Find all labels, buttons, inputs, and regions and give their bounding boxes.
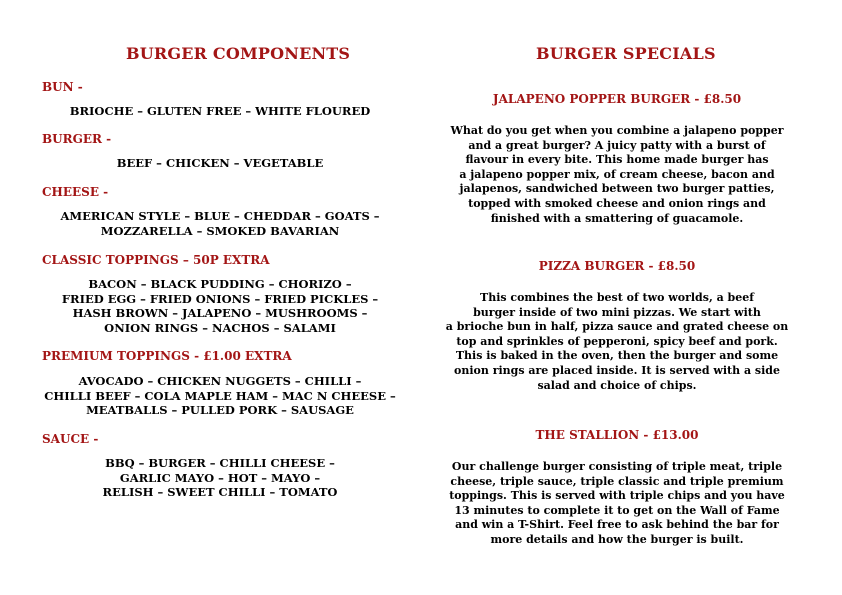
section-line: FRIED EGG – FRIED ONIONS – FRIED PICKLES – bbox=[61, 291, 379, 306]
description-line: toppings. This is served with triple chips and you have bbox=[449, 489, 785, 503]
section-line: BEEF – CHICKEN – VEGETABLE bbox=[116, 156, 324, 170]
description-line: salad and choice of chips. bbox=[537, 378, 697, 392]
section-heading-bun: BUN - bbox=[42, 80, 83, 94]
section-line: CHILLI BEEF – COLA MAPLE HAM – MAC N CHEESE – bbox=[44, 388, 396, 403]
section-body-burger bbox=[10, 156, 430, 171]
section-body-classic-toppings bbox=[10, 277, 430, 335]
description-line: burger inside of two mini pizzas. We start with bbox=[473, 305, 761, 319]
section-line: GARLIC MAYO – HOT – MAYO – bbox=[119, 470, 321, 485]
description-line: This combines the best of two worlds, a beef bbox=[480, 291, 754, 304]
components-title: BURGER COMPONENTS bbox=[126, 44, 351, 63]
description-line: more details and how the burger is built. bbox=[490, 532, 744, 546]
special-heading-the-stallion: THE STALLION - £13.00 bbox=[535, 428, 699, 442]
special-heading-jalapeno-popper: JALAPENO POPPER BURGER - £8.50 bbox=[492, 92, 742, 106]
section-line: MOZZARELLA – SMOKED BAVARIAN bbox=[100, 223, 340, 238]
description-line: This is baked in the oven, then the burger and some bbox=[455, 349, 779, 363]
specials-title: BURGER SPECIALS bbox=[536, 44, 716, 63]
special-description-jalapeno-popper bbox=[420, 124, 814, 226]
section-heading-classic-toppings: CLASSIC TOPPINGS – 50P EXTRA bbox=[42, 253, 270, 267]
description-line: topped with smoked cheese and onion rings and bbox=[468, 196, 766, 210]
section-body-cheese bbox=[10, 209, 430, 238]
special-description-pizza-burger bbox=[420, 291, 814, 393]
description-line: and a great burger? A juicy patty with a burst of bbox=[468, 138, 766, 152]
section-line: AVOCADO – CHICKEN NUGGETS – CHILLI – bbox=[78, 374, 362, 388]
description-line: and win a T-Shirt. Feel free to ask behind the bar for bbox=[455, 518, 779, 532]
special-description-the-stallion bbox=[420, 460, 814, 548]
description-line: jalapenos, sandwiched between two burger patties, bbox=[459, 182, 775, 196]
description-line: a brioche bun in half, pizza sauce and grated cheese on bbox=[445, 320, 789, 334]
description-line: cheese, triple sauce, triple classic and triple premium bbox=[450, 474, 784, 488]
section-heading-premium-toppings: PREMIUM TOPPINGS - £1.00 EXTRA bbox=[42, 349, 292, 363]
description-line: What do you get when you combine a jalapeno popper bbox=[450, 124, 784, 137]
section-line: BBQ – BURGER – CHILLI CHEESE – bbox=[105, 456, 335, 470]
description-line: a jalapeno popper mix, of cream cheese, bacon and bbox=[459, 167, 775, 181]
section-line: RELISH – SWEET CHILLI – TOMATO bbox=[102, 485, 338, 499]
description-line: 13 minutes to complete it to get on the Wall of Fame bbox=[454, 503, 780, 517]
section-heading-sauce: SAUCE - bbox=[42, 432, 99, 446]
section-line: MEATBALLS – PULLED PORK – SAUSAGE bbox=[86, 403, 354, 417]
section-line: ONION RINGS – NACHOS – SALAMI bbox=[104, 320, 336, 335]
section-line: BRIOCHE – GLUTEN FREE – WHITE FLOURED bbox=[69, 104, 371, 118]
description-line: top and sprinkles of pepperoni, spicy beef and pork. bbox=[456, 334, 778, 348]
section-heading-cheese: CHEESE - bbox=[42, 185, 109, 199]
section-line: HASH BROWN – JALAPENO – MUSHROOMS – bbox=[72, 306, 368, 320]
section-heading-burger: BURGER - bbox=[42, 132, 112, 146]
section-line: BACON – BLACK PUDDING – CHORIZO – bbox=[88, 277, 352, 291]
section-body-premium-toppings bbox=[10, 374, 430, 418]
special-heading-pizza-burger: PIZZA BURGER - £8.50 bbox=[538, 259, 696, 273]
description-line: finished with a smattering of guacamole. bbox=[490, 211, 744, 225]
section-body-bun bbox=[10, 104, 430, 119]
description-line: flavour in every bite. This home made burger has bbox=[465, 153, 769, 167]
section-line: AMERICAN STYLE – BLUE – CHEDDAR – GOATS – bbox=[60, 209, 380, 223]
section-body-sauce bbox=[10, 456, 430, 500]
description-line: Our challenge burger consisting of triple meat, triple bbox=[451, 460, 783, 473]
description-line: onion rings are placed inside. It is served with a side bbox=[454, 363, 780, 377]
